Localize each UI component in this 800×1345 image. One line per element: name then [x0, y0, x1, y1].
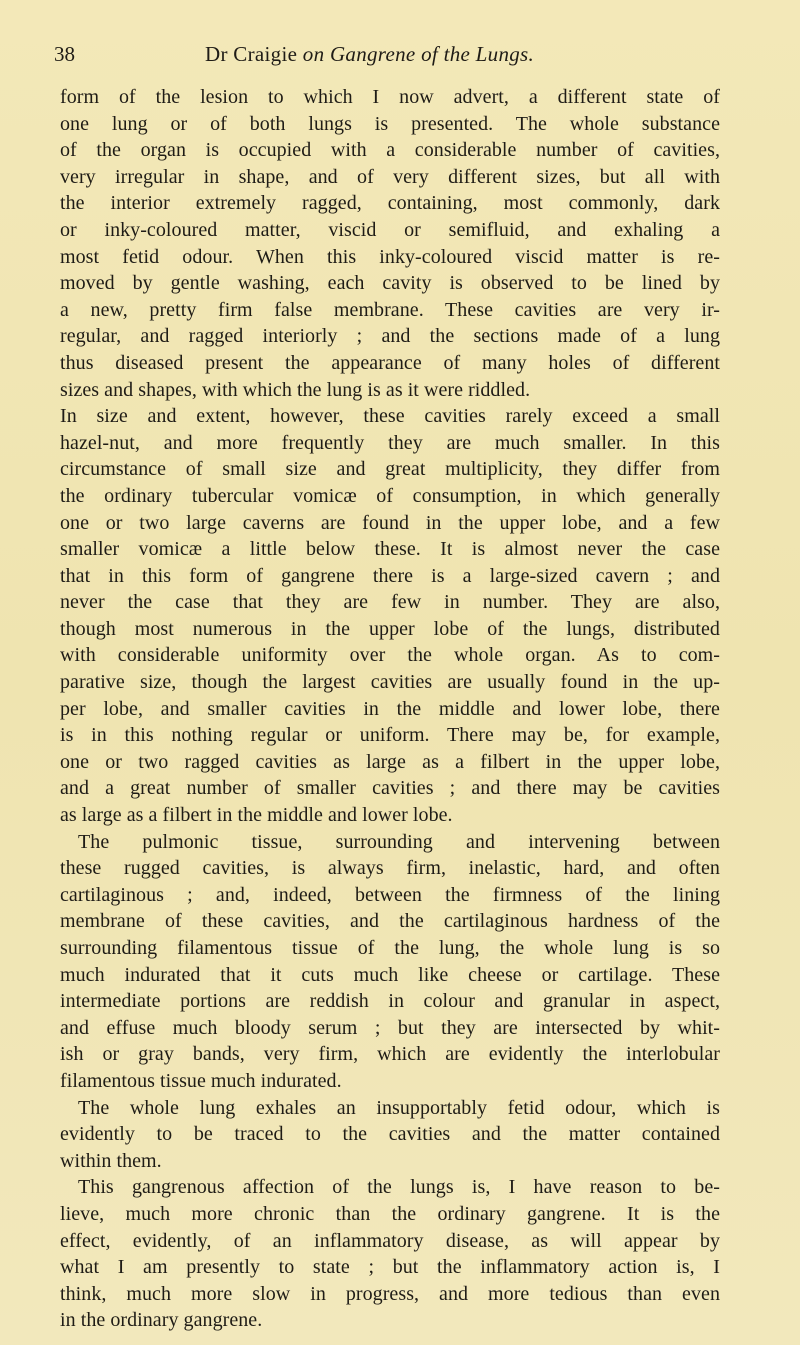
text-line: effect, evidently, of an inflammatory disease, as will appear by [60, 1229, 720, 1252]
text-line: the interior extremely ragged, containing, most commonly, dark [60, 192, 720, 215]
text-line: surrounding filamentous tissue of the lung, the whole lung is so [60, 937, 720, 959]
text-line: parative size, though the largest cavities are usually found in the up- [60, 671, 720, 694]
text-line: the ordinary tubercular vomicæ of consumption, in which generally [60, 484, 720, 507]
text-line: The whole lung exhales an insupportably fetid odour, which is [78, 1096, 720, 1119]
text-line: of the organ is occupied with a considerable number of cavities, [60, 139, 720, 162]
text-line: one or two ragged cavities as large as a filbert in the upper lobe, [60, 750, 720, 773]
text-line: hazel-nut, and more frequently they are much smaller. In this [60, 431, 720, 454]
running-head [205, 38, 534, 70]
text-line: never the case that they are few in number. They are also, [60, 591, 720, 614]
text-line: in the ordinary gangrene. [60, 1309, 263, 1332]
page-header [54, 38, 754, 70]
text-line: is in this nothing regular or uniform. There may be, for example, [60, 724, 720, 747]
text-line: cartilaginous ; and, indeed, between the firmness of the lining [60, 883, 720, 906]
text-line: much indurated that it cuts much like cheese or cartilage. These [60, 963, 720, 986]
text-line: In size and extent, however, these cavities rarely exceed a small [60, 405, 720, 428]
text-line: a new, pretty firm false membrane. These cavities are very ir- [60, 298, 720, 321]
running-head-author: Dr Craigie [205, 42, 303, 66]
text-line: and a great number of smaller cavities ; and there may be cavities [60, 777, 720, 800]
text-line: what I am presently to state ; but the inflammatory action is, I [60, 1256, 720, 1279]
running-head-title: Gangrene of the Lungs. [324, 42, 535, 66]
running-head-on: on [302, 42, 325, 66]
text-line: most fetid odour. When this inky-coloured viscid matter is re- [60, 245, 720, 268]
text-line: though most numerous in the upper lobe of the lungs, distributed [60, 617, 720, 640]
text-line: sizes and shapes, with which the lung is as it were riddled. [60, 378, 531, 401]
text-line: one lung or of both lungs is presented. The whole substance [60, 112, 720, 135]
text-line: circumstance of small size and great multiplicity, they differ from [60, 458, 720, 481]
text-line: very irregular in shape, and of very different sizes, but all with [60, 165, 720, 188]
text-line: regular, and ragged interiorly ; and the sections made of a lung [60, 325, 720, 348]
text-line: moved by gentle washing, each cavity is observed to be lined by [60, 272, 720, 295]
text-line: The pulmonic tissue, surrounding and intervening between [78, 830, 720, 853]
text-line: these rugged cavities, is always firm, inelastic, hard, and often [60, 857, 720, 880]
body-text [60, 84, 720, 1334]
text-line: and effuse much bloody serum ; but they are intersected by whit- [60, 1016, 720, 1039]
text-line: membrane of these cavities, and the cartilaginous hardness of the [60, 910, 720, 933]
text-line: think, much more slow in progress, and more tedious than even [60, 1282, 720, 1305]
text-line: with considerable uniformity over the whole organ. As to com- [60, 644, 720, 667]
text-line: within them. [60, 1149, 162, 1172]
text-line: lieve, much more chronic than the ordinary gangrene. It is the [60, 1202, 720, 1225]
text-line: one or two large caverns are found in the upper lobe, and a few [60, 511, 720, 534]
text-line: filamentous tissue much indurated. [60, 1069, 342, 1092]
text-line: form of the lesion to which I now advert, a different state of [60, 86, 720, 108]
page-number: 38 [54, 42, 75, 66]
text-line: per lobe, and smaller cavities in the middle and lower lobe, there [60, 697, 720, 720]
text-line: intermediate portions are reddish in colour and granular in aspect, [60, 990, 720, 1013]
text-line: thus diseased present the appearance of many holes of different [60, 351, 720, 374]
text-line: that in this form of gangrene there is a large-sized cavern ; and [60, 564, 720, 587]
text-line: or inky-coloured matter, viscid or semifluid, and exhaling a [60, 218, 720, 241]
text-line: ish or gray bands, very firm, which are evidently the interlobular [60, 1043, 720, 1066]
text-line: evidently to be traced to the cavities and the matter contained [60, 1123, 720, 1146]
text-line: as large as a filbert in the middle and lower lobe. [60, 804, 453, 827]
text-line: smaller vomicæ a little below these. It is almost never the case [60, 538, 720, 561]
text-line: This gangrenous affection of the lungs is, I have reason to be- [78, 1176, 720, 1199]
